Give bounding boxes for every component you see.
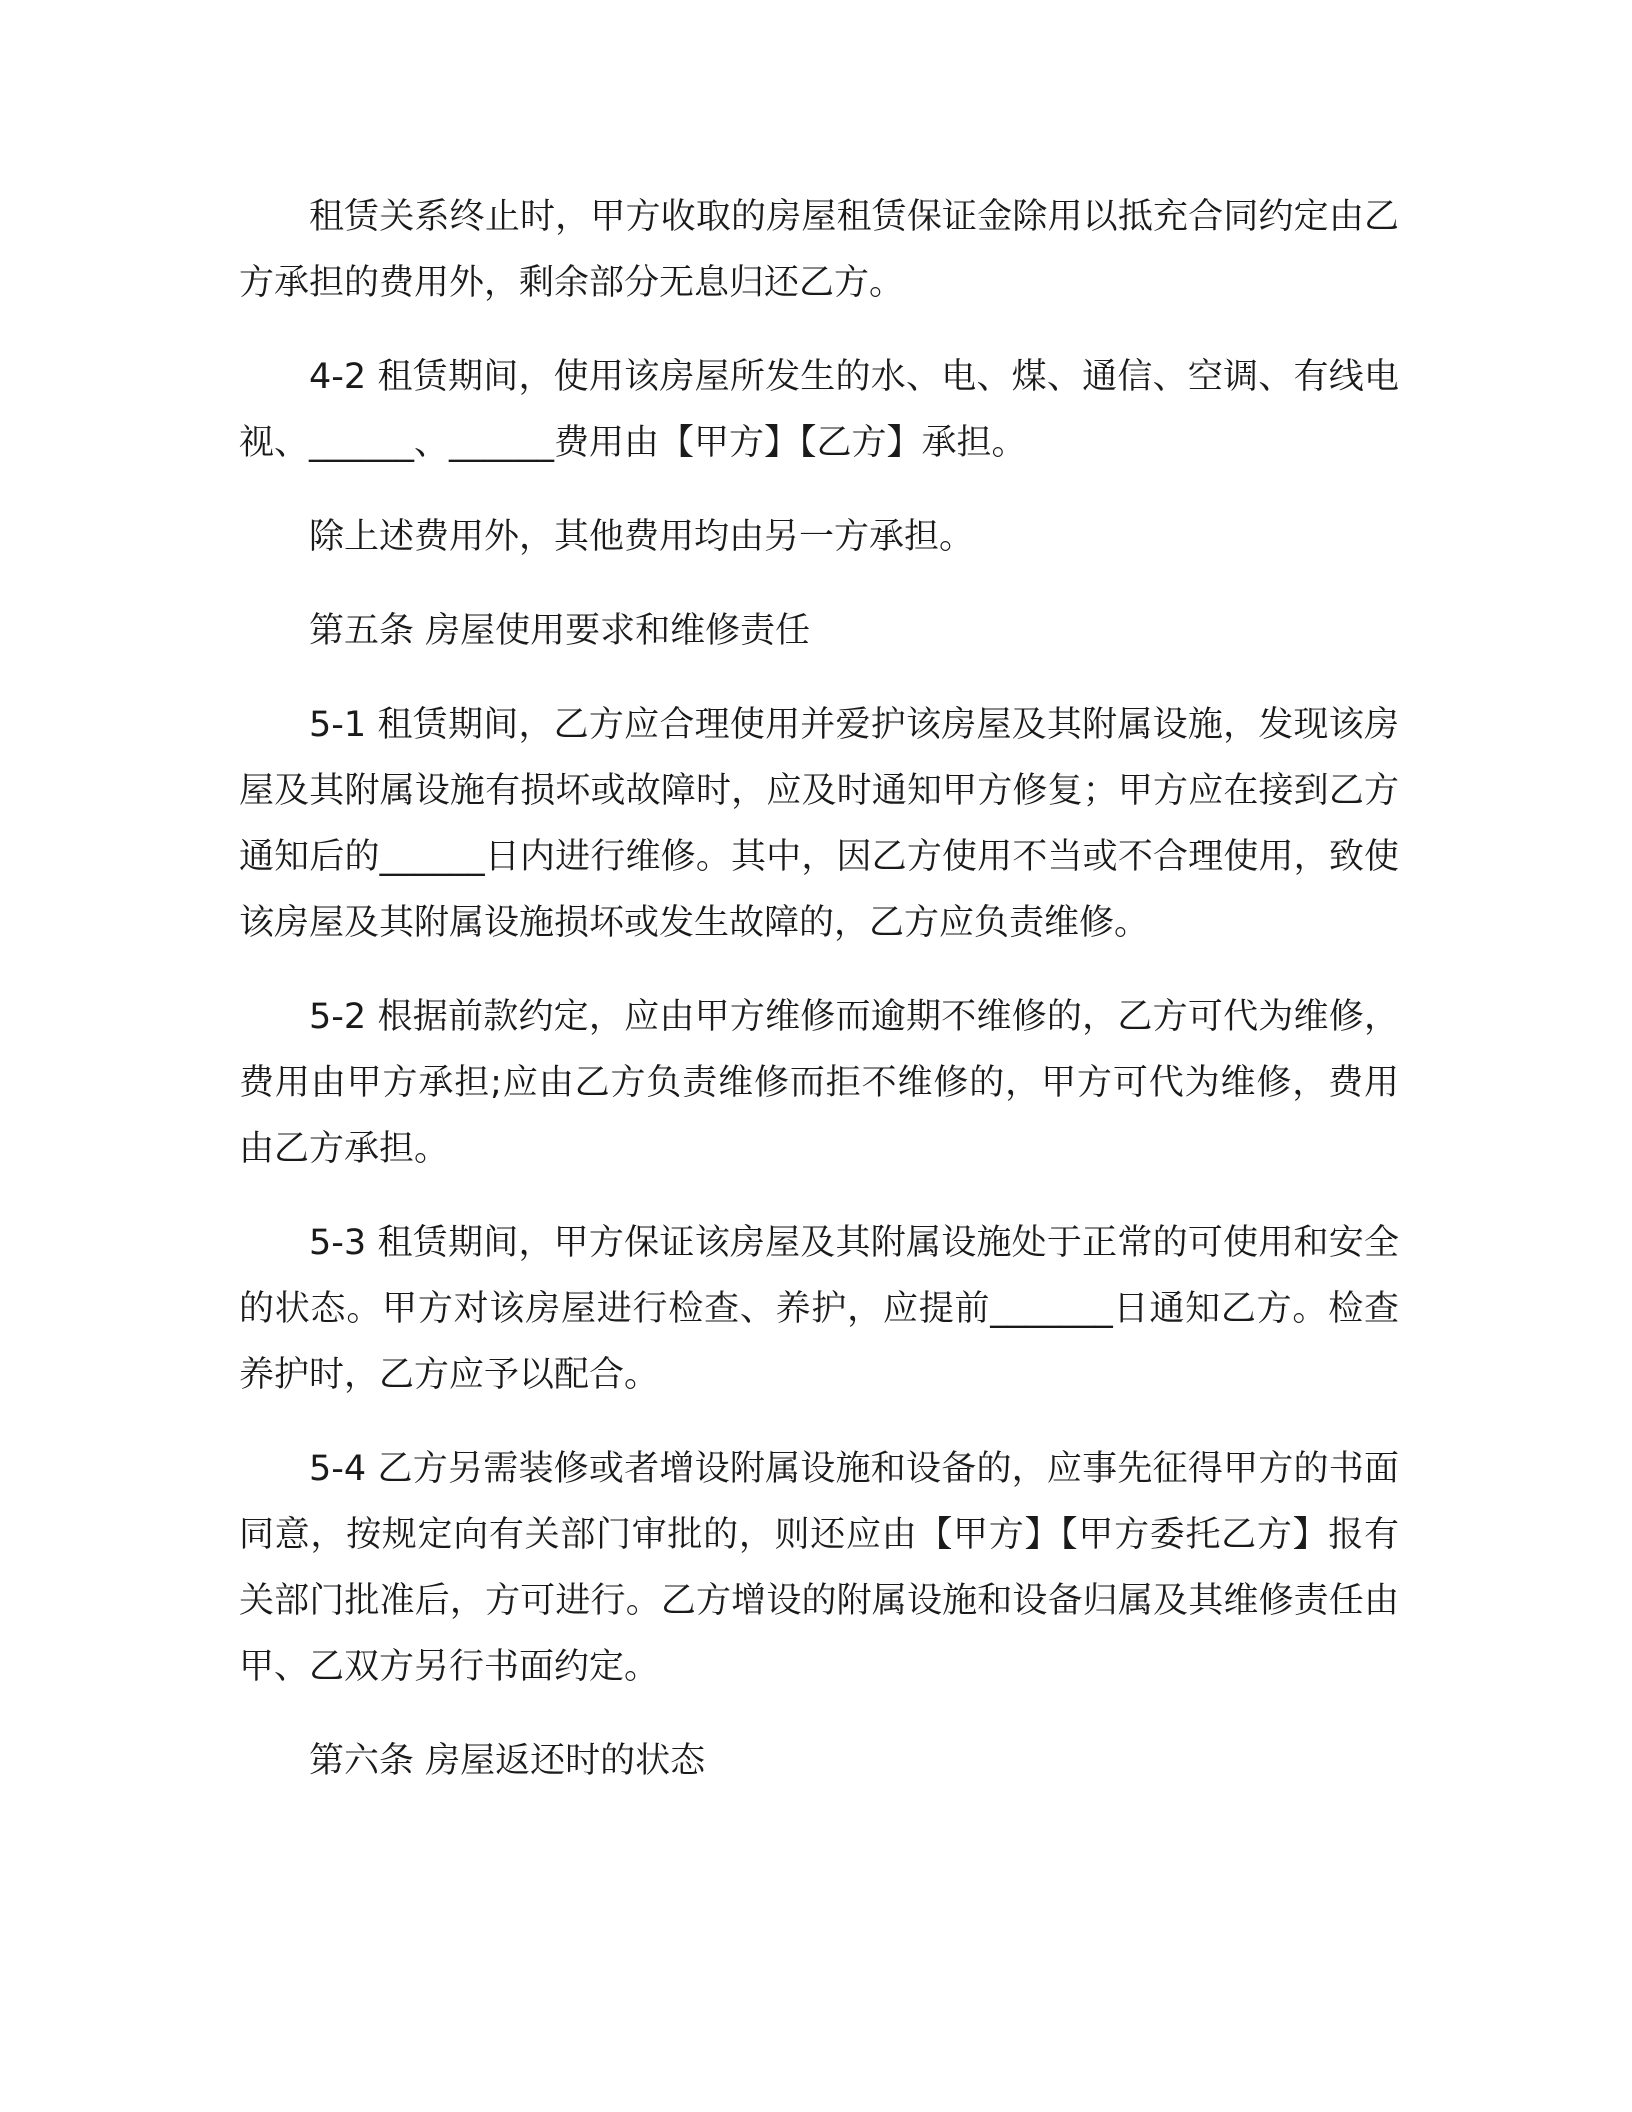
document-page	[239, 184, 1399, 1822]
paragraph-5-1: 5-1 租赁期间，乙方应合理使用并爱护该房屋及其附属设施，发现该房屋及其附属设施有损坏或故障时，应及时通知甲方修复；甲方应在接到乙方通知后的______日内进行维修。其中，因乙方使用不当或不合理使用，致使该房屋及其附属设施损坏或发生故障的，乙方应负责维修。	[239, 705, 1399, 943]
paragraph-deposit-return: 租赁关系终止时，甲方收取的房屋租赁保证金除用以抵充合同约定由乙方承担的费用外，剩余部分无息归还乙方。	[239, 197, 1399, 303]
paragraph-5-3: 5-3 租赁期间，甲方保证该房屋及其附属设施处于正常的可使用和安全的状态。甲方对该房屋进行检查、养护，应提前_______日通知乙方。检查养护时，乙方应予以配合。	[239, 1223, 1399, 1395]
paragraph-other-fees: 除上述费用外，其他费用均由另一方承担。	[309, 517, 975, 557]
paragraph-4-2: 4-2 租赁期间，使用该房屋所发生的水、电、煤、通信、空调、有线电视、______、______费用由【甲方】【乙方】承担。	[239, 357, 1399, 463]
section-heading-article-6: 第六条 房屋返还时的状态	[309, 1741, 706, 1781]
section-heading-article-5: 第五条 房屋使用要求和维修责任	[309, 611, 811, 651]
paragraph-5-2: 5-2 根据前款约定，应由甲方维修而逾期不维修的，乙方可代为维修，费用由甲方承担;应由乙方负责维修而拒不维修的，甲方可代为维修，费用由乙方承担。	[239, 997, 1399, 1169]
paragraph-5-4: 5-4 乙方另需装修或者增设附属设施和设备的，应事先征得甲方的书面同意，按规定向有关部门审批的，则还应由【甲方】【甲方委托乙方】报有关部门批准后，方可进行。乙方增设的附属设施和设备归属及其维修责任由甲、乙双方另行书面约定。	[239, 1449, 1399, 1687]
